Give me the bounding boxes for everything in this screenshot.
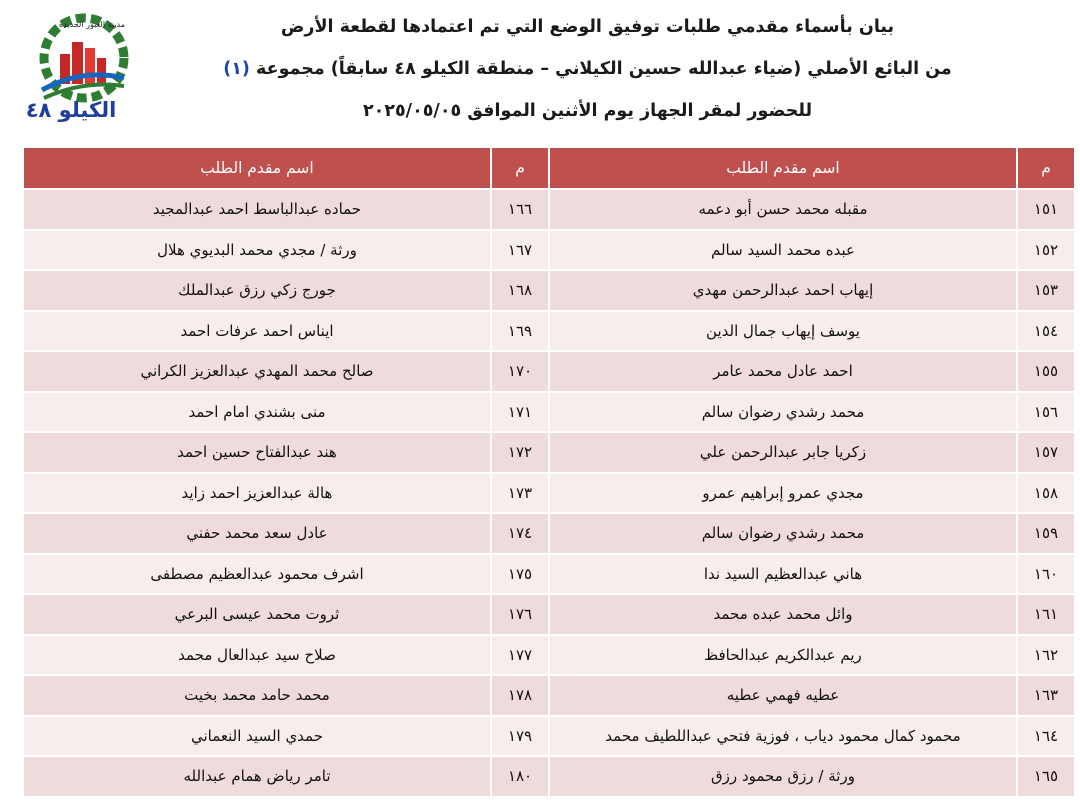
row-number: ١٦٦ [491,189,549,230]
applicant-name: عادل سعد محمد حفني [23,513,491,554]
table-row [23,513,1075,554]
row-number: ١٧٦ [491,594,549,635]
applicant-name: زكريا جابر عبدالرحمن علي [549,432,1017,473]
table-row [23,432,1075,473]
header-line-1: بيان بأسماء مقدمي طلبات توفيق الوضع التي تم اعتمادها لقطعة الأرض [280,17,895,37]
header-name-2: اسم مقدم الطلب [23,147,491,189]
applicant-name: هالة عبدالعزيز احمد زايد [23,473,491,514]
logo-top-text: مدينة العبور الجديدة [58,20,126,29]
applicant-name: ايناس احمد عرفات احمد [23,311,491,352]
row-number: ١٦٢ [1017,635,1075,676]
applicant-name: صالح محمد المهدي عبدالعزيز الكراني [23,351,491,392]
table-row [23,270,1075,311]
row-number: ١٧٩ [491,716,549,757]
row-number: ١٦٥ [1017,756,1075,797]
header-number-2: م [491,147,549,189]
row-number: ١٥٤ [1017,311,1075,352]
logo-text: الكيلو ٤٨ [25,98,117,122]
table-row [23,473,1075,514]
table-row [23,675,1075,716]
document-header [150,6,1025,132]
applicant-name: مقبله محمد حسن أبو دعمه [549,189,1017,230]
row-number: ١٧٣ [491,473,549,514]
table-row [23,635,1075,676]
applicant-name: وائل محمد عبده محمد [549,594,1017,635]
row-number: ١٧١ [491,392,549,433]
applicant-name: يوسف إيهاب جمال الدين [549,311,1017,352]
row-number: ١٧٧ [491,635,549,676]
row-number: ١٥٢ [1017,230,1075,271]
applicant-name: مجدي عمرو إبراهيم عمرو [549,473,1017,514]
applicant-name: هند عبدالفتاح حسين احمد [23,432,491,473]
group-number: (١) [223,59,250,79]
table-row [23,351,1075,392]
applicant-name: محمود كمال محمود دياب ، فوزية فتحي عبداللطيف محمد [549,716,1017,757]
row-number: ١٦١ [1017,594,1075,635]
applicant-name: حماده عبدالباسط احمد عبدالمجيد [23,189,491,230]
row-number: ١٥٦ [1017,392,1075,433]
table-row [23,756,1075,797]
applicant-name: ريم عبدالكريم عبدالحافظ [549,635,1017,676]
applicant-name: حمدي السيد النعماني [23,716,491,757]
applicant-name: عطيه فهمي عطيه [549,675,1017,716]
row-number: ١٥٣ [1017,270,1075,311]
table-row [23,311,1075,352]
table-row [23,189,1075,230]
table-row [23,554,1075,595]
applicants-table [22,146,1076,798]
applicant-name: محمد رشدي رضوان سالم [549,392,1017,433]
row-number: ١٧٨ [491,675,549,716]
header-number-1: م [1017,147,1075,189]
header-line-2-main: من البائع الأصلي (ضياء عبدالله حسين الكيلاني – منطقة الكيلو ٤٨ سابقاً) مجموعة [256,59,952,79]
row-number: ١٦٧ [491,230,549,271]
applicant-name: اشرف محمود عبدالعظيم مصطفى [23,554,491,595]
applicant-name: ورثة / مجدي محمد البديوي هلال [23,230,491,271]
applicant-name: ثروت محمد عيسى البرعي [23,594,491,635]
header-line-2 [150,48,1025,90]
row-number: ١٦٩ [491,311,549,352]
row-number: ١٦٤ [1017,716,1075,757]
applicant-name: محمد حامد محمد بخيت [23,675,491,716]
row-number: ١٦٠ [1017,554,1075,595]
applicant-name: هاني عبدالعظيم السيد ندا [549,554,1017,595]
applicant-name: جورج زكي رزق عبدالملك [23,270,491,311]
applicant-name: احمد عادل محمد عامر [549,351,1017,392]
row-number: ١٦٣ [1017,675,1075,716]
row-number: ١٨٠ [491,756,549,797]
row-number: ١٧٥ [491,554,549,595]
table-row [23,594,1075,635]
row-number: ١٧٠ [491,351,549,392]
applicant-name: ورثة / رزق محمود رزق [549,756,1017,797]
applicant-name: منى بشندي امام احمد [23,392,491,433]
applicant-name: تامر رياض همام عبدالله [23,756,491,797]
applicant-name: محمد رشدي رضوان سالم [549,513,1017,554]
header-name-1: اسم مقدم الطلب [549,147,1017,189]
table-body [23,189,1075,797]
row-number: ١٥١ [1017,189,1075,230]
table-row [23,392,1075,433]
table-header-row [23,147,1075,189]
row-number: ١٦٨ [491,270,549,311]
table-row [23,716,1075,757]
row-number: ١٧٤ [491,513,549,554]
applicant-name: عبده محمد السيد سالم [549,230,1017,271]
applicant-name: إيهاب احمد عبدالرحمن مهدي [549,270,1017,311]
row-number: ١٥٩ [1017,513,1075,554]
row-number: ١٥٧ [1017,432,1075,473]
table-row [23,230,1075,271]
header-line-3: للحضور لمقر الجهاز يوم الأثنين الموافق ٢٠٢٥/٠٥/٠٥ [362,101,813,121]
applicant-name: صلاح سيد عبدالعال محمد [23,635,491,676]
row-number: ١٧٢ [491,432,549,473]
row-number: ١٥٨ [1017,473,1075,514]
row-number: ١٥٥ [1017,351,1075,392]
